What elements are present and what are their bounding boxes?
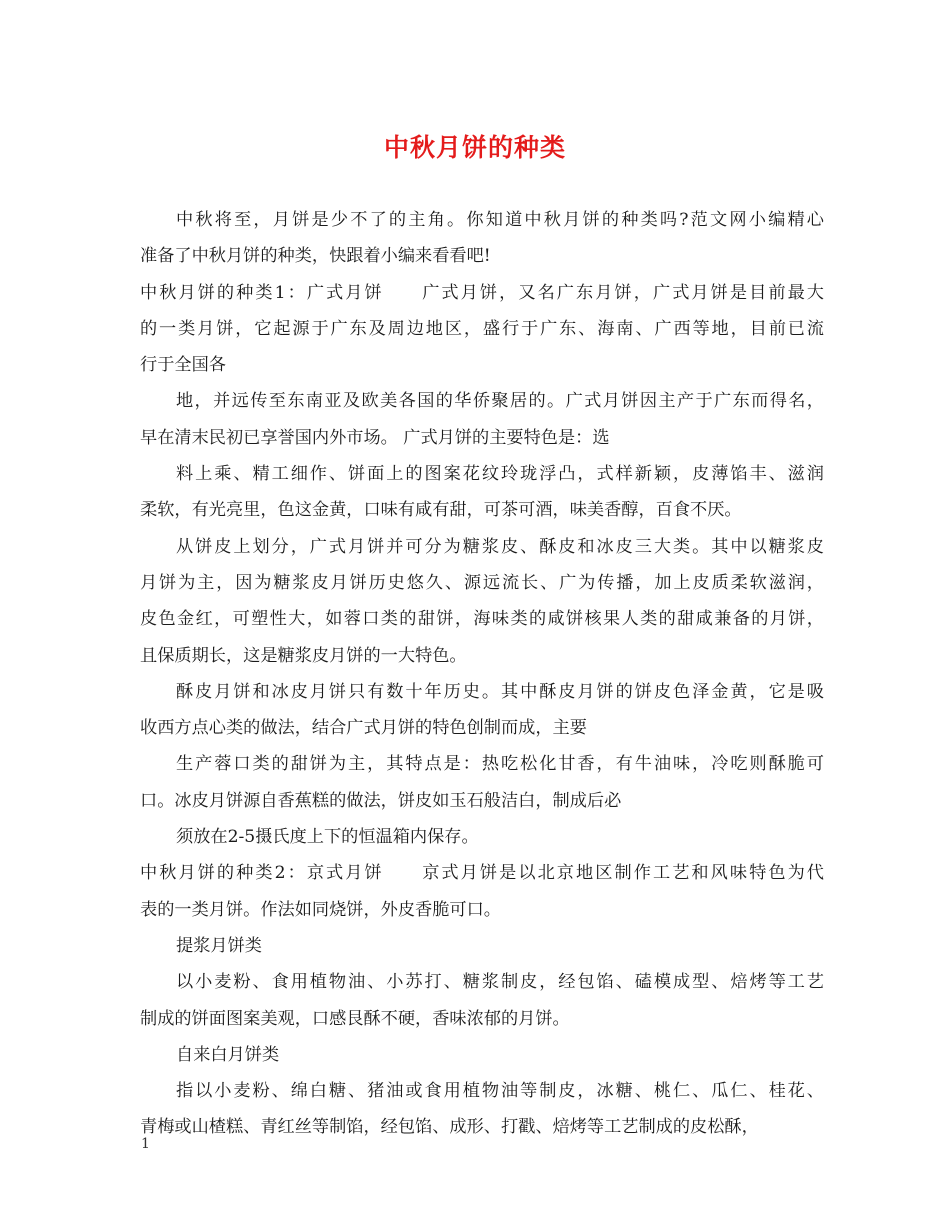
paragraph-line: 制成的饼面图案美观，口感艮酥不硬，香味浓郁的月饼。: [140, 1008, 570, 1029]
paragraph-line: 的一类月饼，它起源于广东及周边地区，盛行于广东、海南、广西等地，目前已流: [140, 318, 824, 339]
paragraph-line: 地，并远传至东南亚及欧美各国的华侨聚居的。广式月饼因主产于广东而得名，: [176, 391, 824, 412]
paragraph-line: 料上乘、精工细作、饼面上的图案花纹玲珑浮凸，式样新颖，皮薄馅丰、滋润: [176, 464, 824, 485]
document-body: [140, 202, 824, 1146]
paragraph-line: 青梅或山楂糕、青红丝等制馅，经包馅、成形、打戳、焙烤等工艺制成的皮松酥，: [140, 1117, 759, 1138]
paragraph-line: 酥皮月饼和冰皮月饼只有数十年历史。其中酥皮月饼的饼皮色泽金黄，它是吸: [176, 681, 824, 702]
paragraph-line: 从饼皮上划分，广式月饼并可分为糖浆皮、酥皮和冰皮三大类。其中以糖浆皮: [176, 536, 824, 557]
paragraph-line: 收西方点心类的做法，结合广式月饼的特色创制而成，主要: [140, 718, 587, 739]
paragraph-line: 准备了中秋月饼的种类，快跟着小编来看看吧!: [140, 246, 491, 267]
section-heading: 自来白月饼类: [176, 1044, 280, 1065]
paragraph-line: 柔软，有光亮里，色这金黄，口味有咸有甜，可茶可酒，味美香醇，百食不厌。: [140, 500, 742, 521]
paragraph-line: 月饼为主，因为糖浆皮月饼历史悠久、源远流长、广为传播，加上皮质柔软滋润，: [140, 572, 824, 593]
paragraph-line: 表的一类月饼。作法如同烧饼，外皮香脆可口。: [140, 899, 501, 920]
paragraph-line: 皮色金红，可塑性大，如蓉口类的甜饼，海味类的咸饼核果人类的甜咸兼备的月饼，: [140, 609, 824, 630]
page-number: 1: [141, 1136, 150, 1152]
paragraph-line: 中秋月饼的种类1：广式月饼 广式月饼，又名广东月饼，广式月饼是目前最大: [140, 282, 824, 303]
paragraph-line: 中秋将至，月饼是少不了的主角。你知道中秋月饼的种类吗?范文网小编精心: [176, 210, 824, 230]
paragraph-line: 且保质期长，这是糖浆皮月饼的一大特色。: [140, 645, 467, 666]
document-title: 中秋月饼的种类: [383, 133, 566, 162]
paragraph-line: 行于全国各: [140, 355, 226, 376]
paragraph-line: 以小麦粉、食用植物油、小苏打、糖浆制皮，经包馅、磕模成型、焙烤等工艺: [176, 972, 824, 993]
paragraph-line: 生产蓉口类的甜饼为主，其特点是：热吃松化甘香，有牛油味，冷吃则酥脆可: [176, 754, 824, 775]
paragraph-line: 口。冰皮月饼源自香蕉糕的做法，饼皮如玉石般洁白，制成后必: [140, 790, 622, 811]
paragraph-line: 须放在2-5摄氏度上下的恒温箱内保存。: [176, 827, 479, 848]
paragraph-line: 中秋月饼的种类2：京式月饼 京式月饼是以北京地区制作工艺和风味特色为代: [140, 863, 824, 884]
paragraph-line: 指以小麦粉、绵白糖、猪油或食用植物油等制皮，冰糖、桃仁、瓜仁、桂花、: [176, 1081, 824, 1102]
paragraph-line: 早在清末民初已享誉国内外市场。 广式月饼的主要特色是：选: [140, 427, 610, 448]
section-heading: 提浆月饼类: [176, 935, 262, 956]
